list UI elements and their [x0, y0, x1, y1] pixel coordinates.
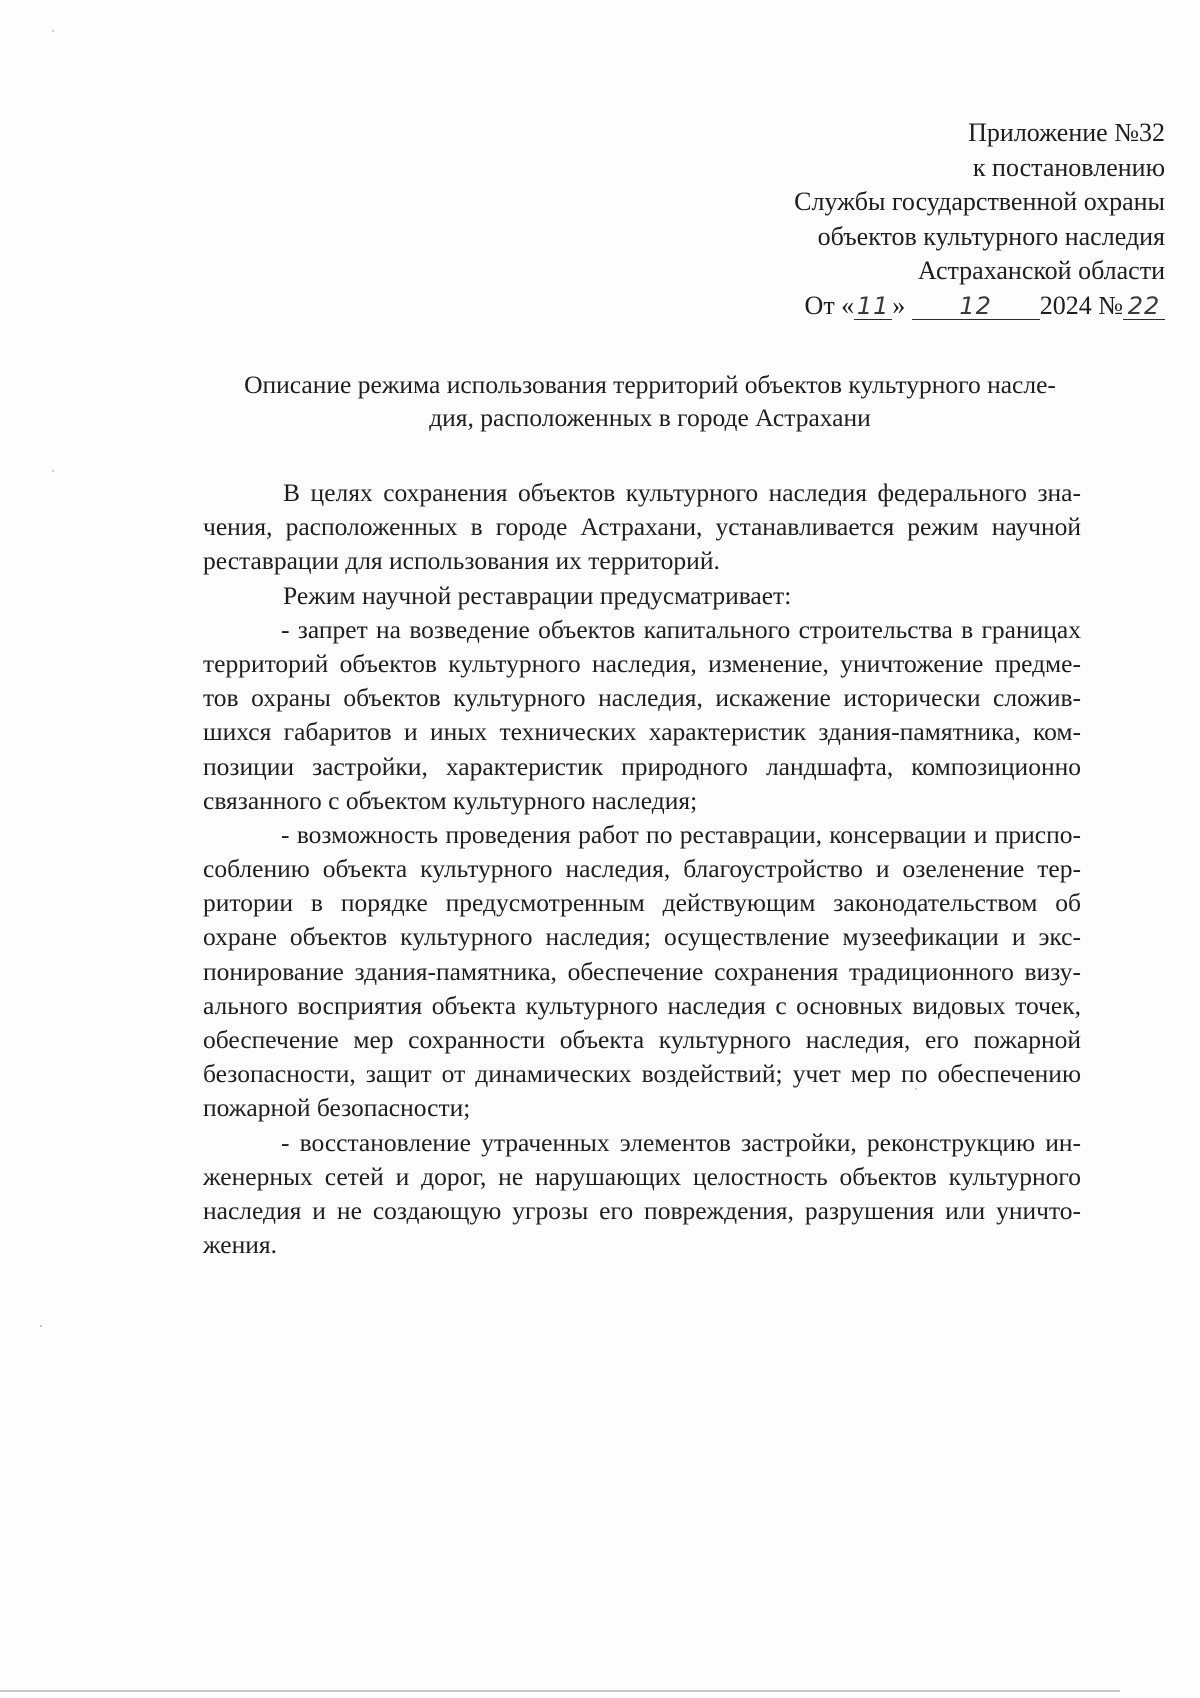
body-line: - восстановление утраченных элементов застройки, реконструкцию ин- [281, 1127, 1081, 1157]
body-line: территорий объектов культурного наследия, изменение, уничтожение предме- [203, 648, 1081, 678]
title-line-1: Описание режима использования территорий объектов культурного насле- [244, 370, 1056, 399]
date-month-handwritten: 12 [912, 293, 1040, 320]
issuing-body-line2: объектов культурного наследия [817, 221, 1165, 251]
body-line: женерных сетей и дорог, не нарушающих целостность объектов культурного [203, 1161, 1081, 1191]
body-line: шихся габаритов и иных технических характеристик здания-памятника, ком- [203, 717, 1081, 747]
document-body [203, 476, 1081, 1262]
appendix-ref: к постановлению [972, 152, 1165, 182]
issuing-body-line1: Службы государственной охраны [794, 187, 1165, 216]
body-line: чения, расположенных в городе Астрахани, устанавливается режим научной [203, 512, 1081, 542]
issuing-body-line3: Астраханской области [917, 256, 1165, 285]
body-line: наследия и не создающую угрозы его повреждения, разрушения или уничто- [203, 1195, 1081, 1225]
date-and-number [565, 289, 1165, 324]
date-prefix: От « [804, 290, 855, 320]
body-line: реставрации для использования их территорий. [203, 546, 720, 576]
scan-speck [52, 30, 54, 32]
body-line: - возможность проведения работ по реставрации, консервации и приспо- [281, 819, 1081, 849]
date-year-and-no: 2024 № [1039, 290, 1123, 320]
body-line: соблению объекта культурного наследия, благоустройство и озеленение тер- [203, 854, 1081, 884]
body-line: тов охраны объектов культурного наследия, искажение исторически сложив- [203, 683, 1081, 713]
body-line: позиции застройки, характеристик природного ландшафта, композиционно [203, 751, 1081, 781]
date-day-handwritten: 11 [854, 293, 892, 320]
doc-number-handwritten: 22 [1123, 293, 1165, 320]
body-line: связанного с объектом культурного наследия; [203, 785, 698, 815]
body-line: обеспечение мер сохранности объекта культурного наследия, его пожарной [203, 1025, 1081, 1054]
title-line-2: дия, расположенных в городе Астрахани [429, 403, 871, 432]
scan-speck [40, 1325, 42, 1327]
body-line: пожарной безопасности; [203, 1093, 471, 1123]
body-line: В целях сохранения объектов культурного наследия федерального зна- [283, 478, 1081, 507]
scan-edge-line [0, 1690, 1120, 1692]
body-line: понирование здания-памятника, обеспечение сохранения традиционного визу- [203, 956, 1081, 986]
document-title [220, 368, 1080, 434]
appendix-header [565, 116, 1165, 323]
scan-speck [52, 470, 54, 472]
appendix-number: Приложение №32 [968, 118, 1165, 147]
body-line: ального восприятия объекта культурного наследия с основных видовых точек, [203, 990, 1081, 1020]
date-quote-close: » [892, 290, 906, 320]
body-line: охране объектов культурного наследия; осуществление музеефикации и экс- [203, 922, 1081, 952]
body-line: - запрет на возведение объектов капитального строительства в границах [281, 614, 1081, 644]
body-line: ритории в порядке предусмотренным действующим законодательством об [203, 888, 1081, 918]
scan-speck [915, 1088, 917, 1090]
body-line: Режим научной реставрации предусматривает: [283, 580, 792, 610]
body-line: безопасности, защит от динамических воздействий; учет мер по обеспечению [203, 1059, 1081, 1089]
body-line: жения. [203, 1230, 277, 1260]
